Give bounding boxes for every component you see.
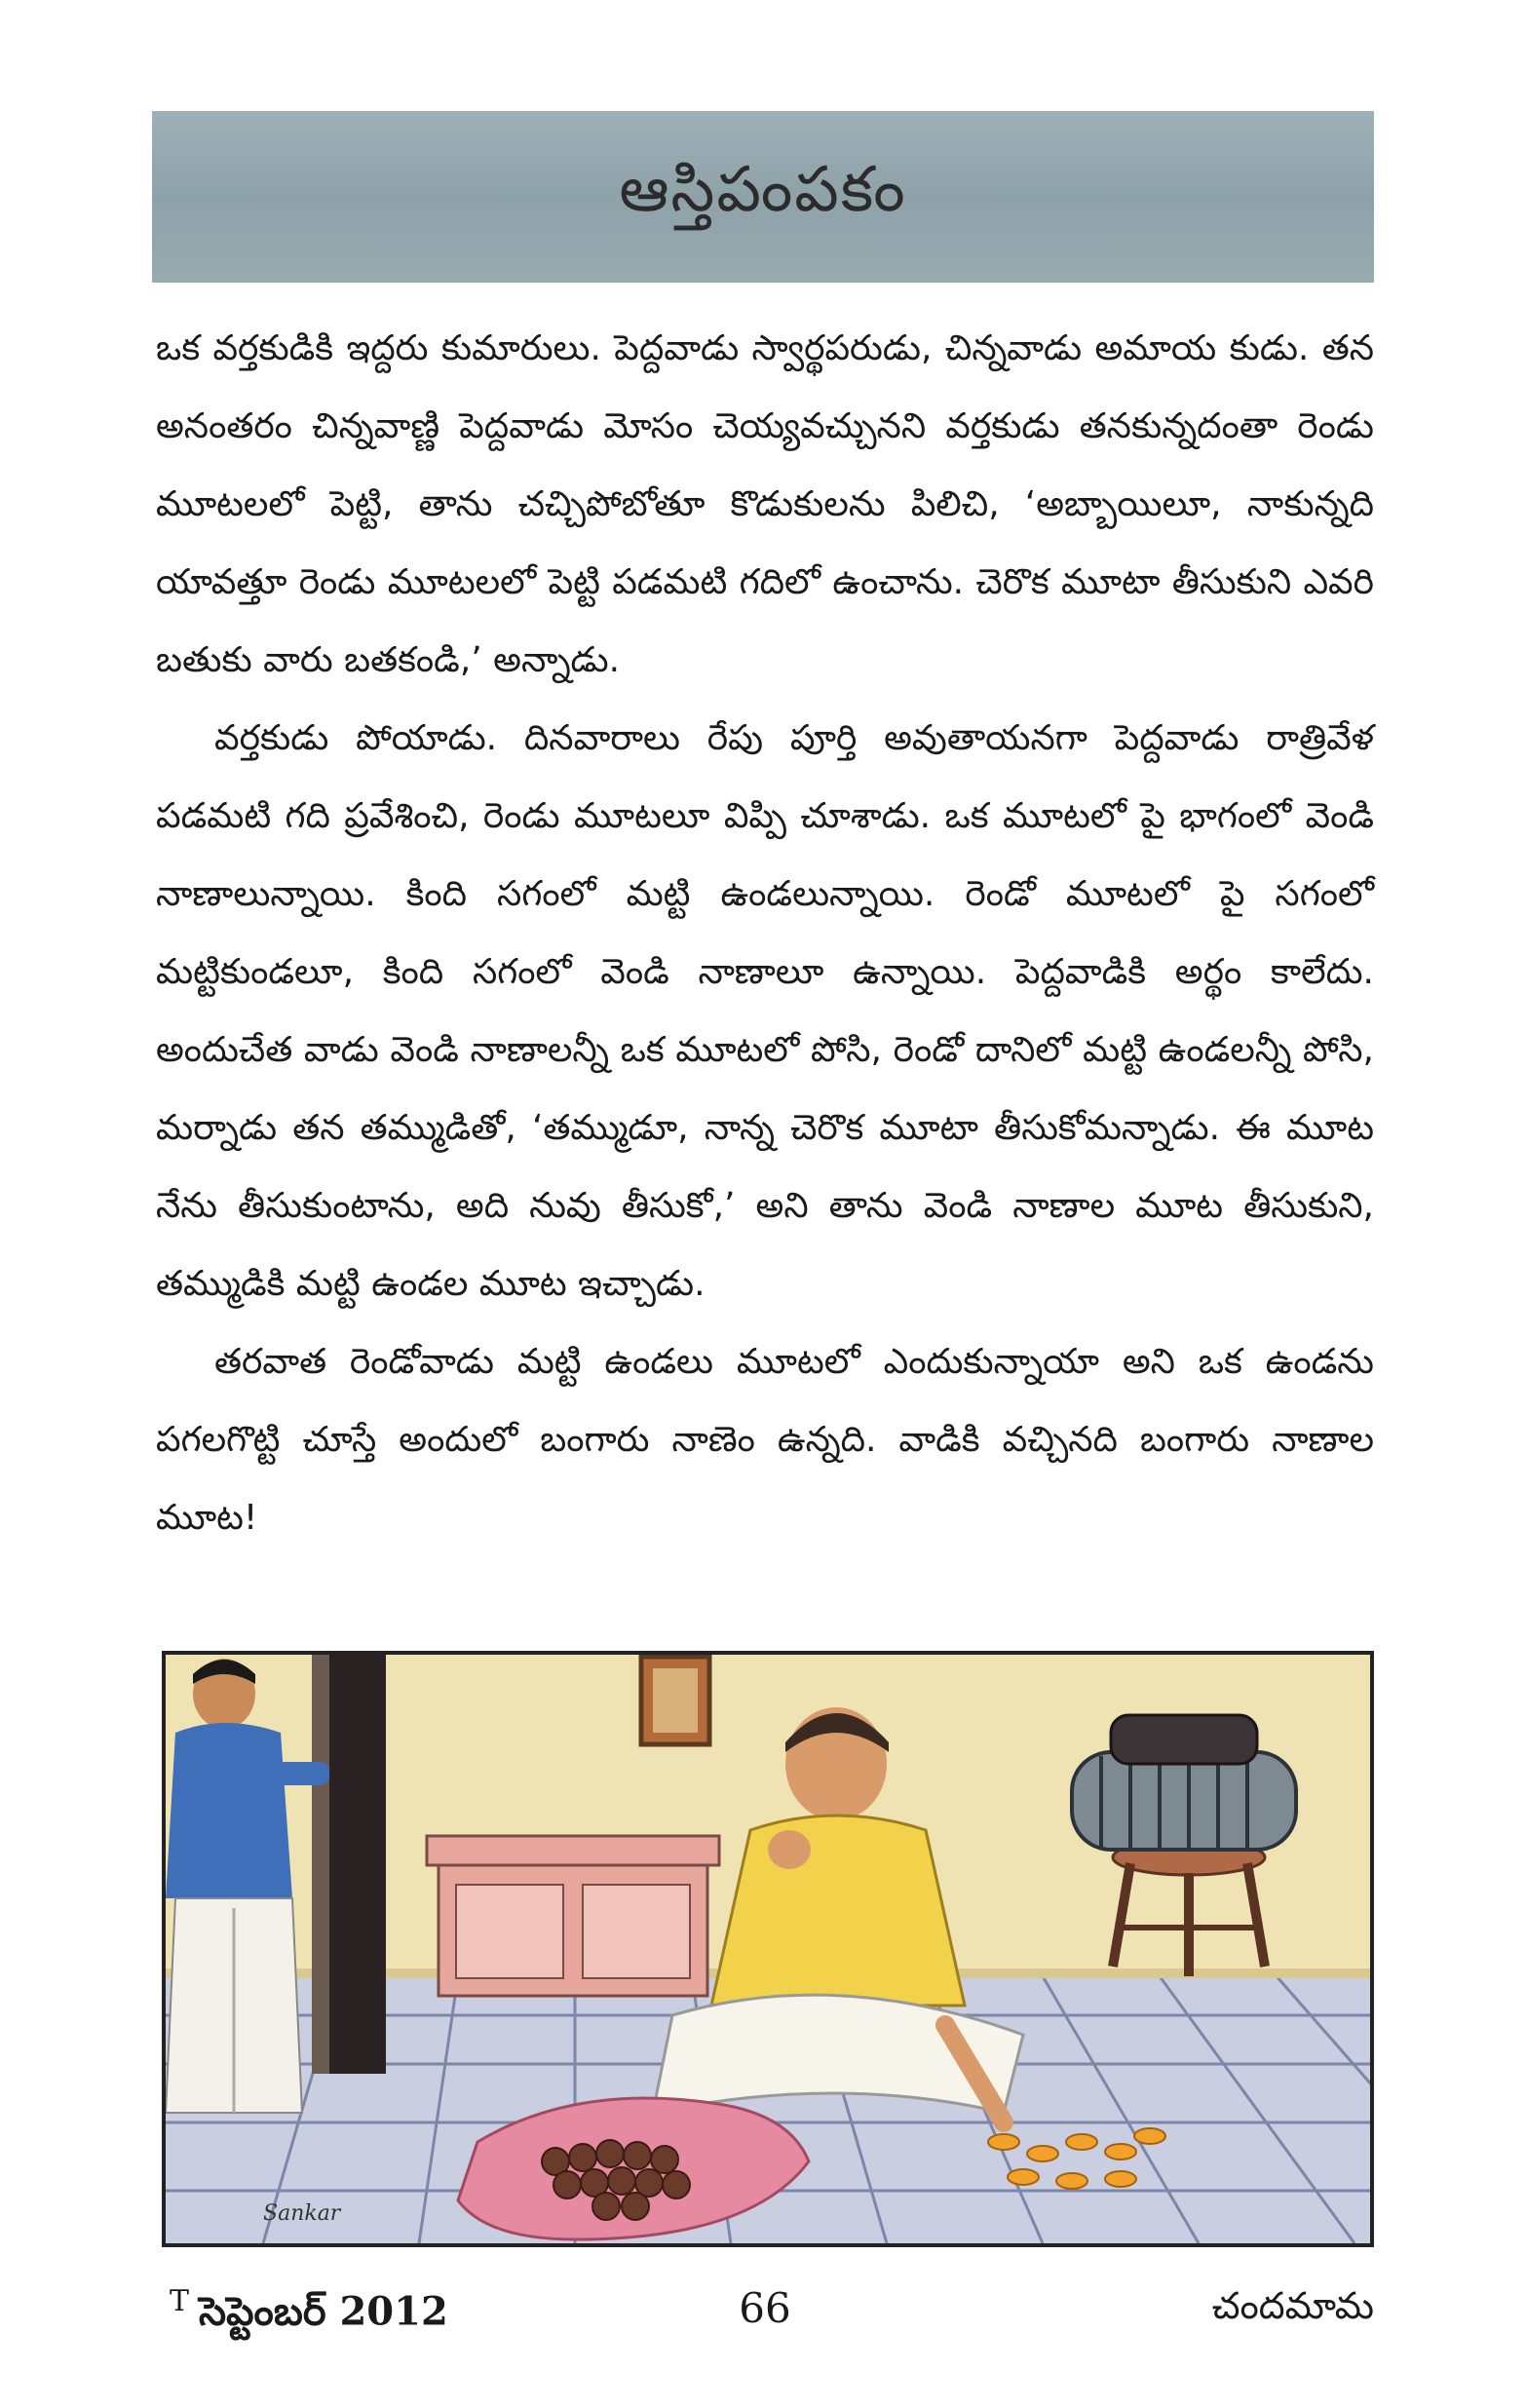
story-body: [156, 310, 1374, 1557]
page-number: 66: [739, 2284, 791, 2332]
story-illustration: [162, 1651, 1374, 2247]
footer-mark: T: [170, 2284, 190, 2318]
magazine-name: చందమామ: [1211, 2284, 1374, 2327]
door: [329, 1655, 386, 2074]
paragraph-1: ఒక వర్తకుడికి ఇద్దరు కుమారులు. పెద్దవాడు స్వార్థపరుడు, చిన్నవాడు అమాయ కుడు. తన అనంతరం చిన్నవాణ్ణి పెద్దవాడు మోసం చెయ్యవచ్చునని వర్తకుడు తనకున్నదంతా రెండు మూటలలో పెట్టి, తాను చచ్చిపోబోతూ కొడుకులను పిలిచి, ‘అబ్బాయిలూ, నాకున్నది యావత్తూ రెండు మూటలలో పెట్టి పడమటి గదిలో ఉంచాను. చెరొక మూటా తీసుకుని ఎవరి బతుకు వారు బతకండి,’ అన్నాడు.: [156, 328, 1374, 680]
illustration-artwork: [166, 1655, 1370, 2243]
paragraph-3: తరవాత రెండోవాడు మట్టి ఉండలు మూటలో ఎందుకున్నాయా అని ఒక ఉండను పగలగొట్టి చూస్తే అందులో బంగారు నాణెం ఉన్నది. వాడికి వచ్చినది బంగారు నాణాల మూట!: [156, 1342, 1374, 1538]
cabinet: [427, 1836, 719, 1996]
artist-signature: Sankar: [263, 2201, 341, 2226]
title-banner: [152, 111, 1374, 283]
issue-date: సెప్టెంబర్ 2012: [199, 2288, 448, 2335]
paragraph-2: వర్తకుడు పోయాడు. దినవారాలు రేపు పూర్తి అవుతాయనగా పెద్దవాడు రాత్రివేళ పడమటి గది ప్రవేశించి, రెండు మూటలూ విప్పి చూశాడు. ఒక మూటలో పై భాగంలో వెండి నాణాలున్నాయి. కింది సగంలో మట్టి ఉండలున్నాయి. రెండో మూటలో పై సగంలో మట్టికుండలూ, కింది సగంలో వెండి నాణాలూ ఉన్నాయి. పెద్దవాడికి అర్థం కాలేదు. అందుచేత వాడు వెండి నాణాలన్నీ ఒక మూటలో పోసి, రెండో దానిలో మట్టి ఉండలన్నీ పోసి, మర్నాడు తన తమ్ముడితో, ‘తమ్ముడూ, నాన్న చెరొక మూటా తీసుకోమన్నాడు. ఈ మూట నేను తీసుకుంటాను, అది నువు తీసుకో,’ అని తాను వెండి నాణాల మూట తీసుకుని, తమ్ముడికి మట్టి ఉండల మూట ఇచ్చాడు.: [156, 718, 1374, 1304]
page-footer: [156, 2280, 1374, 2349]
story-title: ఆస్తిపంపకం: [619, 153, 907, 226]
